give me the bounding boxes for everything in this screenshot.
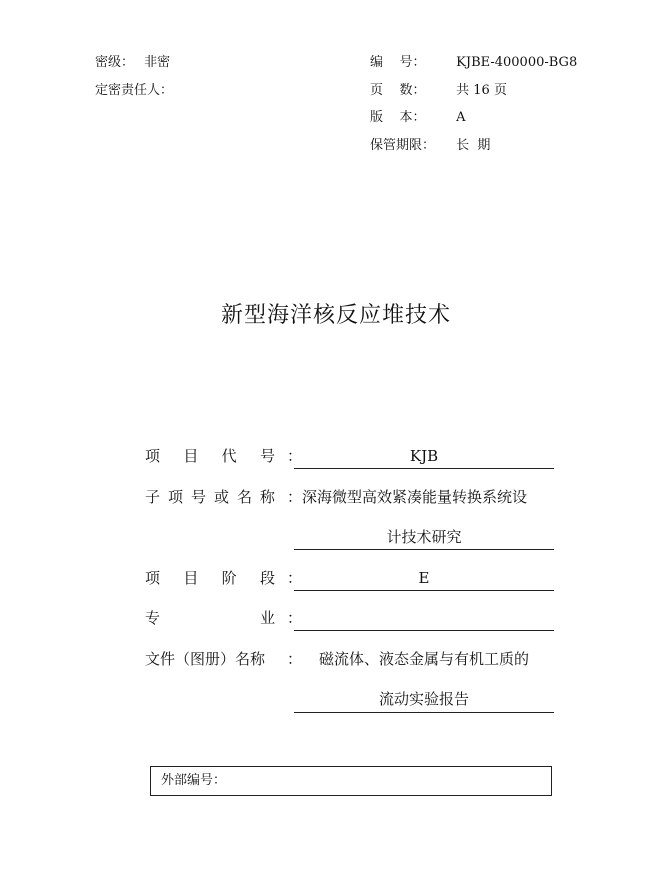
secret-level-value: 非密 <box>144 55 171 70</box>
responsible-label: 定密责任人： <box>95 83 174 98</box>
field-document-name-cont <box>0 689 672 713</box>
responsible-person <box>95 83 173 99</box>
field-specialty <box>0 608 672 632</box>
subproject-value-line2: 计技术研究 <box>386 528 462 546</box>
page-count-label: 页 数： <box>370 83 426 98</box>
version-label: 版 本： <box>370 110 426 125</box>
secret-level-label: 密级： <box>95 55 135 70</box>
doc-number-label: 编 号： <box>370 55 426 70</box>
page-count <box>370 83 507 99</box>
document-name-underline <box>294 712 554 713</box>
page-count-value: 共 16 页 <box>456 83 507 98</box>
subproject-value-line1: 深海微型高效紧凑能量转换系统设 <box>302 488 528 506</box>
field-subproject-cont <box>0 527 672 551</box>
project-code-value: KJB <box>409 447 439 465</box>
retention-period <box>370 138 490 154</box>
stage-value: E <box>418 569 430 587</box>
version-value: A <box>456 110 466 125</box>
external-number-label: 外部编号： <box>161 773 227 788</box>
version <box>370 110 466 126</box>
subproject-underline <box>294 549 554 550</box>
project-code-label: 项 目 代 号 <box>145 447 275 465</box>
retention-label: 保管期限： <box>370 138 436 153</box>
field-subproject <box>0 487 672 511</box>
specialty-colon: ： <box>287 609 303 627</box>
field-document-name <box>0 649 672 673</box>
document-name-label: 文件（图册）名称 <box>145 650 266 668</box>
doc-number-value: KJBE-400000-BG8 <box>456 55 578 70</box>
doc-number <box>370 55 577 71</box>
subproject-colon: ： <box>287 488 303 506</box>
external-number-box <box>150 766 552 796</box>
document-name-colon: ： <box>287 650 303 668</box>
document-name-value-line1: 磁流体、液态金属与有机工质的 <box>318 650 529 668</box>
field-project-code <box>0 446 672 470</box>
retention-value: 长 期 <box>456 138 491 153</box>
specialty-label: 专 业 <box>145 609 275 627</box>
project-code-underline <box>294 468 554 469</box>
stage-colon: ： <box>287 569 303 587</box>
project-code-colon: ： <box>287 447 303 465</box>
stage-underline <box>294 590 554 591</box>
subproject-label: 子 项 号 或 名 称 <box>145 488 275 506</box>
specialty-underline <box>294 630 554 631</box>
document-title: 新型海洋核反应堆技术 <box>220 303 451 328</box>
document-name-value-line2: 流动实验报告 <box>378 690 469 708</box>
secret-level <box>95 55 170 71</box>
field-stage <box>0 568 672 592</box>
stage-label: 项 目 阶 段 <box>145 569 275 587</box>
